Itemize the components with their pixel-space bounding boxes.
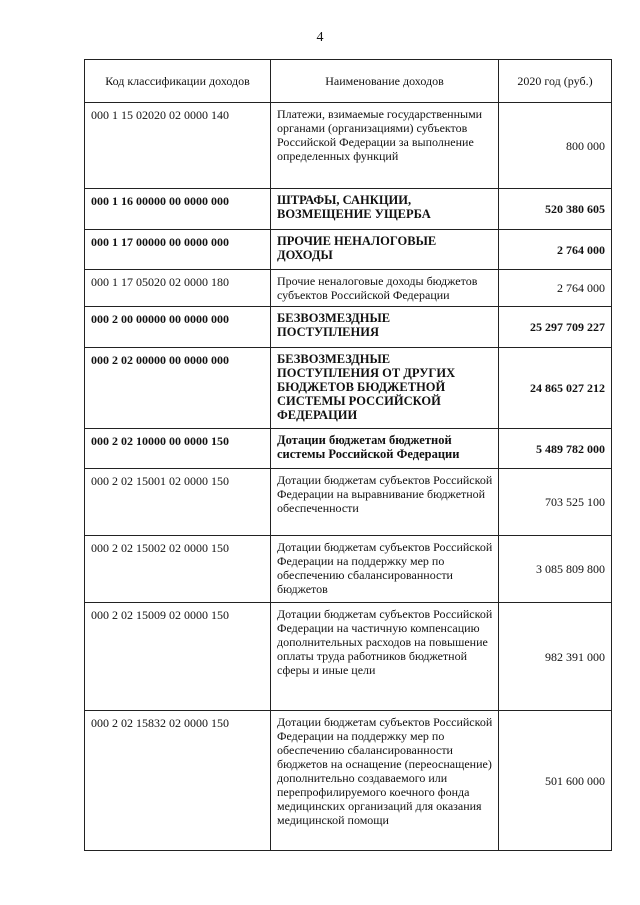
table-row bbox=[85, 536, 612, 603]
row-amount-cell: 800 000 bbox=[499, 103, 612, 189]
row-name-cell: БЕЗВОЗМЕЗДНЫЕ ПОСТУПЛЕНИЯ ОТ ДРУГИХ БЮДЖЕТОВ БЮДЖЕТНОЙ СИСТЕМЫ РОССИЙСКОЙ ФЕДЕРАЦИИ bbox=[271, 348, 499, 429]
row-amount-cell: 3 085 809 800 bbox=[499, 536, 612, 603]
row-amount-cell: 5 489 782 000 bbox=[499, 429, 612, 469]
row-amount-cell: 24 865 027 212 bbox=[499, 348, 612, 429]
row-code-cell: 000 1 15 02020 02 0000 140 bbox=[85, 103, 271, 189]
row-code-cell: 000 2 02 15832 02 0000 150 bbox=[85, 711, 271, 851]
row-amount-cell: 982 391 000 bbox=[499, 603, 612, 711]
row-name-cell: БЕЗВОЗМЕЗДНЫЕ ПОСТУПЛЕНИЯ bbox=[271, 307, 499, 348]
table-header-row bbox=[85, 60, 612, 103]
row-name-cell: Дотации бюджетам субъектов Российской Федерации на частичную компенсацию дополнительных расходов на повышение оплаты труда работников бюджетной сферы и иные цели bbox=[271, 603, 499, 711]
table-row bbox=[85, 711, 612, 851]
table-row bbox=[85, 348, 612, 429]
row-name-cell: ПРОЧИЕ НЕНАЛОГОВЫЕ ДОХОДЫ bbox=[271, 230, 499, 270]
header-code: Код классификации доходов bbox=[85, 60, 271, 103]
row-name-cell: Дотации бюджетам бюджетной системы Российской Федерации bbox=[271, 429, 499, 469]
row-amount-cell: 25 297 709 227 bbox=[499, 307, 612, 348]
row-amount-cell: 703 525 100 bbox=[499, 469, 612, 536]
table-row bbox=[85, 469, 612, 536]
row-amount-cell: 2 764 000 bbox=[499, 270, 612, 307]
row-code-cell: 000 1 16 00000 00 0000 000 bbox=[85, 189, 271, 230]
row-amount-cell: 2 764 000 bbox=[499, 230, 612, 270]
row-code-cell: 000 2 02 15002 02 0000 150 bbox=[85, 536, 271, 603]
row-amount-cell: 520 380 605 bbox=[499, 189, 612, 230]
row-code-cell: 000 2 00 00000 00 0000 000 bbox=[85, 307, 271, 348]
row-name-cell: Дотации бюджетам субъектов Российской Федерации на выравнивание бюджетной обеспеченности bbox=[271, 469, 499, 536]
row-amount-cell: 501 600 000 bbox=[499, 711, 612, 851]
row-code-cell: 000 2 02 15001 02 0000 150 bbox=[85, 469, 271, 536]
table-row bbox=[85, 307, 612, 348]
row-code-cell: 000 2 02 10000 00 0000 150 bbox=[85, 429, 271, 469]
page-number: 4 bbox=[316, 30, 324, 45]
row-code-cell: 000 1 17 00000 00 0000 000 bbox=[85, 230, 271, 270]
table-row bbox=[85, 429, 612, 469]
row-name-cell: Дотации бюджетам субъектов Российской Федерации на поддержку мер по обеспечению сбалансированности бюджетов bbox=[271, 536, 499, 603]
row-name-cell: Прочие неналоговые доходы бюджетов субъектов Российской Федерации bbox=[271, 270, 499, 307]
income-table bbox=[84, 59, 612, 851]
row-name-cell: Платежи, взимаемые государственными органами (организациями) субъектов Российской Федерации за выполнение определенных функций bbox=[271, 103, 499, 189]
table-row bbox=[85, 603, 612, 711]
row-name-cell: Дотации бюджетам субъектов Российской Федерации на поддержку мер по обеспечению сбалансированности бюджетов на оснащение (переоснащение) дополнительно создаваемого или перепрофилируемого коечного фонда медицинских организаций для оказания медицинской помощи bbox=[271, 711, 499, 851]
table-row bbox=[85, 189, 612, 230]
row-code-cell: 000 1 17 05020 02 0000 180 bbox=[85, 270, 271, 307]
header-name: Наименование доходов bbox=[271, 60, 499, 103]
row-code-cell: 000 2 02 15009 02 0000 150 bbox=[85, 603, 271, 711]
table-row bbox=[85, 270, 612, 307]
table-row bbox=[85, 230, 612, 270]
table-row bbox=[85, 103, 612, 189]
header-amount: 2020 год (руб.) bbox=[499, 60, 612, 103]
row-name-cell: ШТРАФЫ, САНКЦИИ, ВОЗМЕЩЕНИЕ УЩЕРБА bbox=[271, 189, 499, 230]
row-code-cell: 000 2 02 00000 00 0000 000 bbox=[85, 348, 271, 429]
